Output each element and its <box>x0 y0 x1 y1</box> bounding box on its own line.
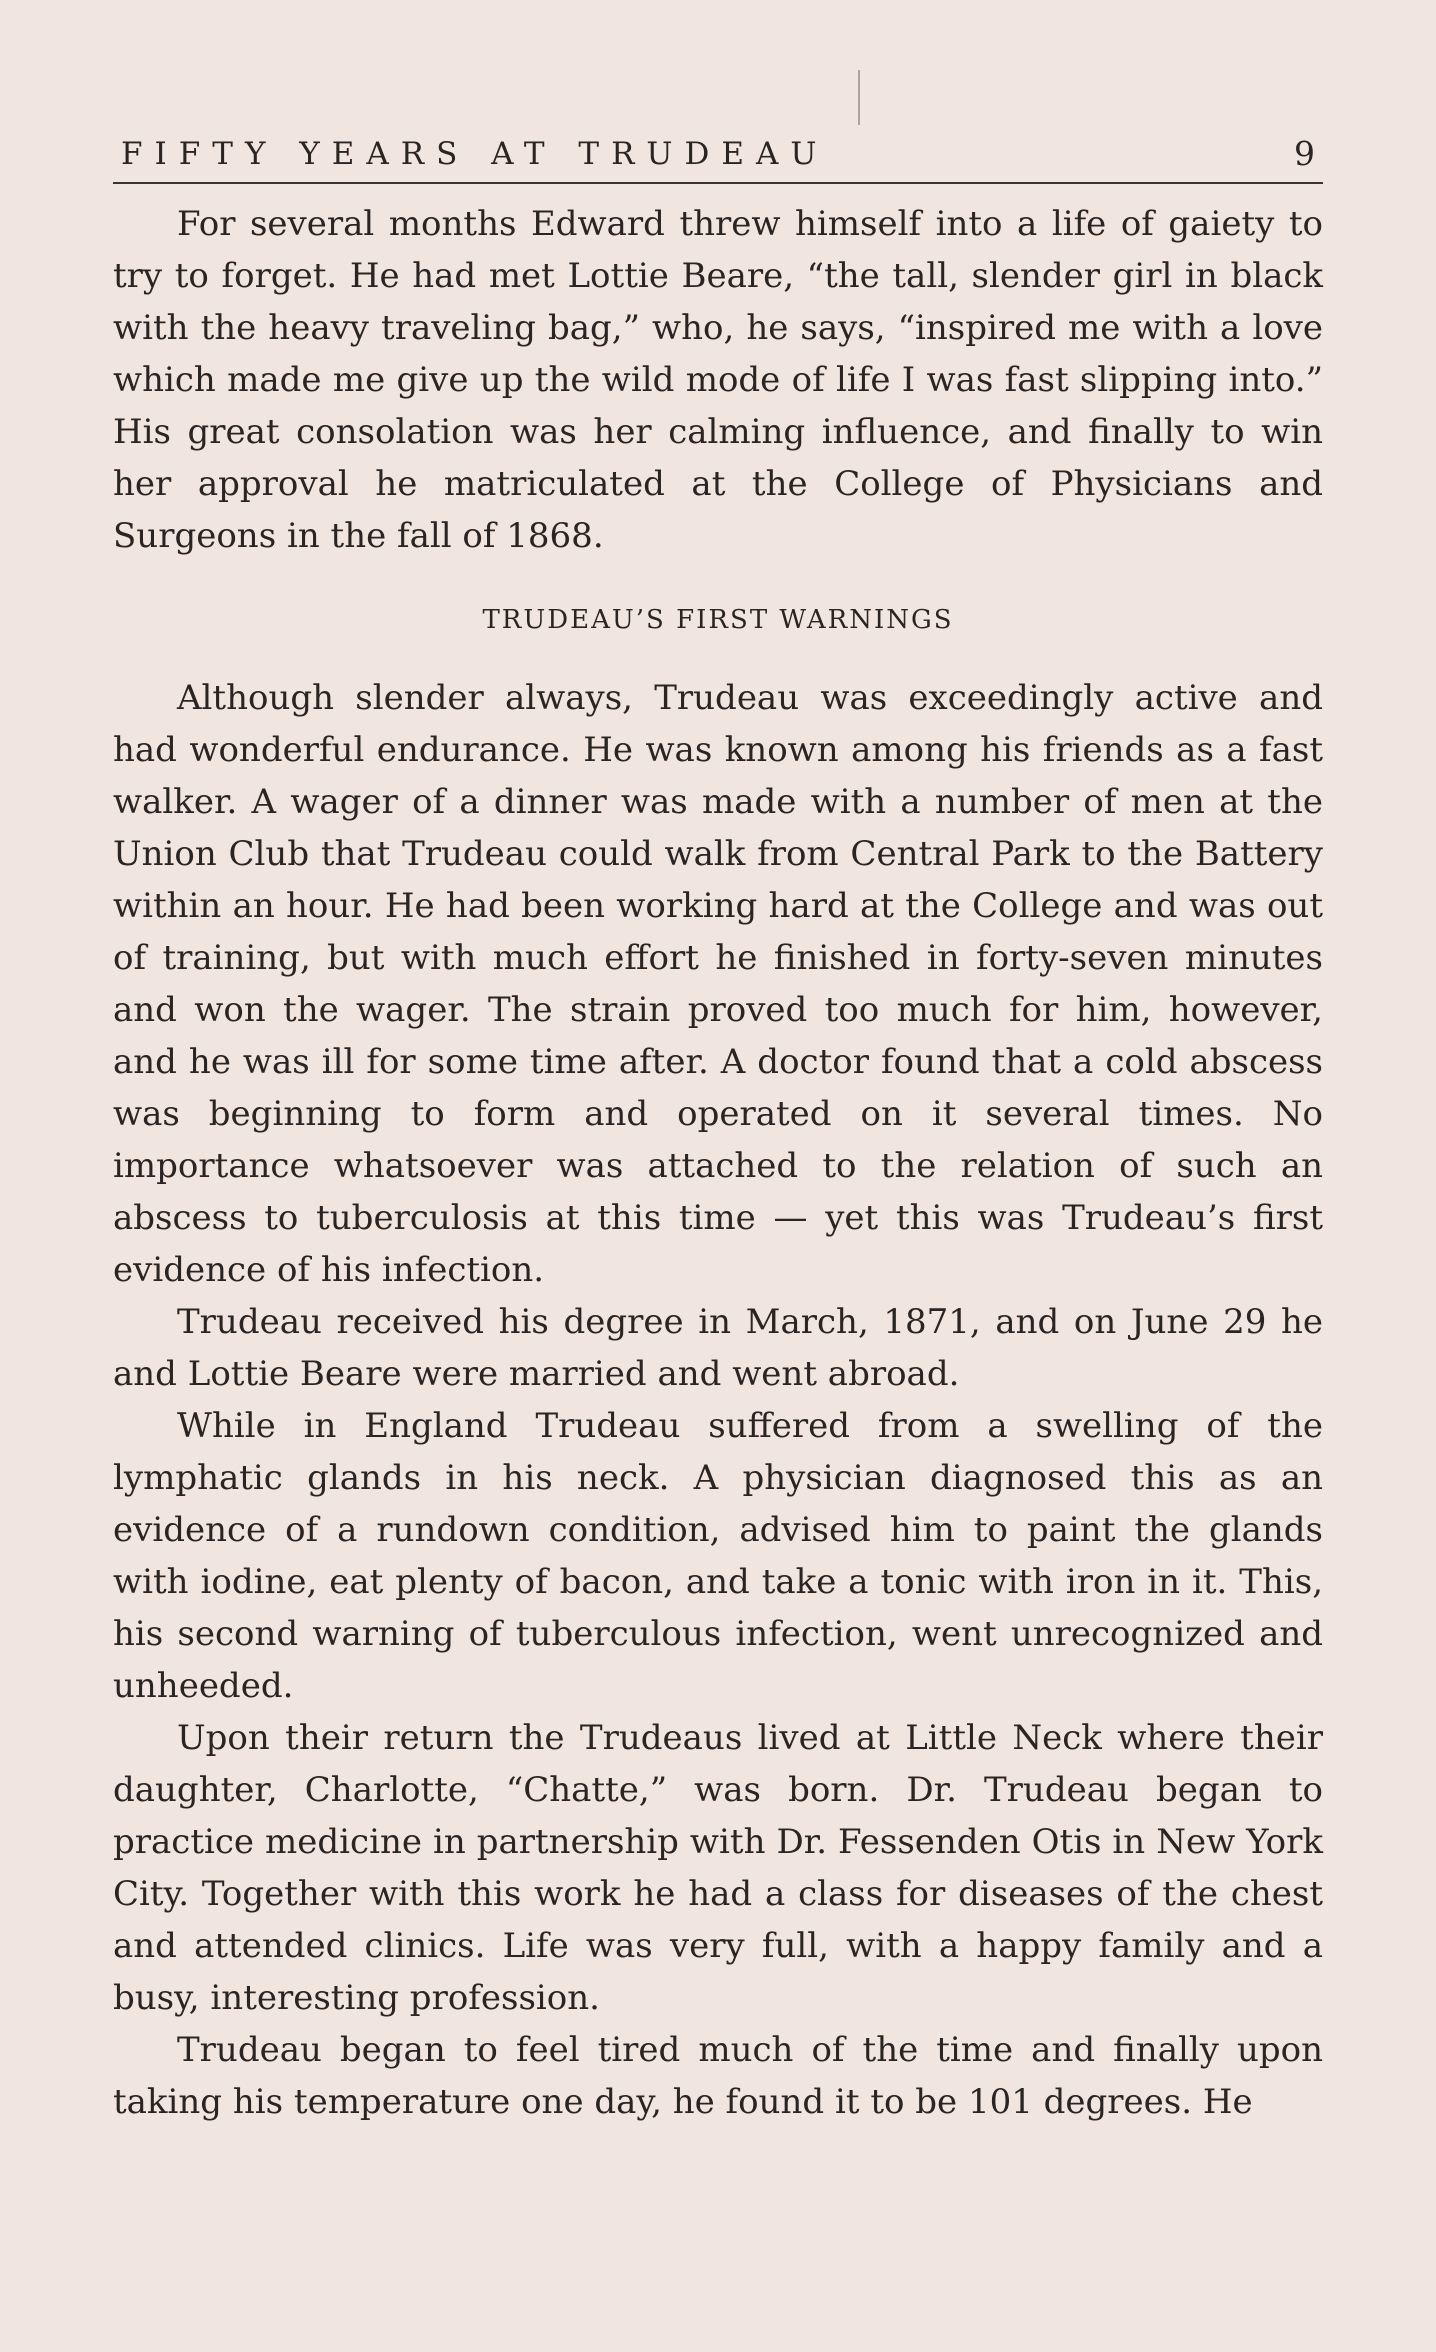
paragraph: Trudeau began to feel tired much of the time and finally upon taking his temperature one day, he found it to be 101 degrees. He <box>113 2030 1323 2122</box>
page-number: 9 <box>1294 134 1315 173</box>
paragraph: Although slender always, Trudeau was exceedingly active and had wonderful endurance. He was known among his friends as a fast walker. A wager of a dinner was made with a number of men at the Union Club that Trudeau could walk from Central Park to the Battery within an hour. He had been working hard at the College and was out of training, but with much effort he finished in forty-seven minutes and won the wager. The strain proved too much for him, however, and he was ill for some time after. A doctor found that a cold abscess was beginning to form and operated on it several times. No importance whatsoever was attached to the relation of such an abscess to tuberculosis at this time — yet this was Trudeau’s first evidence of his infection. <box>113 678 1323 1290</box>
page-body <box>113 198 1323 2128</box>
section-heading: TRUDEAU’S FIRST WARNINGS <box>482 605 954 635</box>
paragraph: For several months Edward threw himself into a life of gaiety to try to forget. He had met Lottie Beare, “the tall, slender girl in black with the heavy traveling bag,” who, he says, “inspired me with a love which made me give up the wild mode of life I was fast slipping into.” His great consolation was her calming influence, and finally to win her approval he matriculated at the College of Physicians and Surgeons in the fall of 1868. <box>113 204 1323 556</box>
paragraph: Trudeau received his degree in March, 1871, and on June 29 he and Lottie Beare were married and went abroad. <box>113 1302 1323 1394</box>
paper-mark <box>858 70 860 125</box>
paragraph: While in England Trudeau suffered from a swelling of the lymphatic glands in his neck. A physician diagnosed this as an evidence of a rundown condition, advised him to paint the glands with iodine, eat plenty of bacon, and take a tonic with iron in it. This, his second warning of tuberculous infection, went unrecognized and unheeded. <box>113 1406 1323 1706</box>
running-title: FIFTY YEARS AT TRUDEAU <box>121 136 829 172</box>
page-header <box>113 134 1323 184</box>
paragraph: Upon their return the Trudeaus lived at Little Neck where their daughter, Charlotte, “Chatte,” was born. Dr. Trudeau began to practice medicine in partnership with Dr. Fessenden Otis in New York City. Together with this work he had a class for diseases of the chest and attended clinics. Life was very full, with a happy family and a busy, interesting profession. <box>113 1718 1323 2018</box>
